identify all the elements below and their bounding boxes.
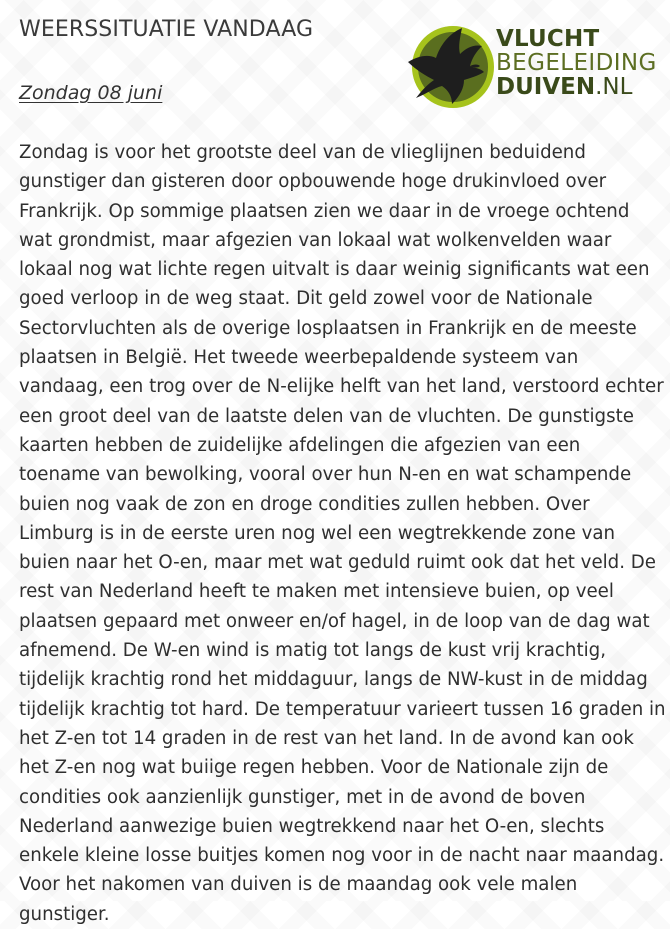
forecast-text: Zondag is voor het grootste deel van de vlieglijnen beduidend gunstiger dan gisteren door opbouwende hoge drukinvloed over Frankrijk. Op sommige plaatsen zien we daar in de vroege ochtend wat grondmist, maar afgezien van lokaal wat wolkenvelden waar lokaal nog wat lichte regen uitvalt is daar weinig significants wat een goed verloop in de weg staat. Dit geld zowel voor de Nationale Sectorvluchten als de overige losplaatsen in Frankrijk en de meeste plaatsen in België. Het tweede weerbepaldende systeem van vandaag, een trog over de N-elijke helft van het land, verstoord echter een groot deel van de laatste delen van de vluchten. De gunstigste kaarten hebben de zuidelijke afdelingen die afgezien van een toename van bewolking, vooral over hun N-en en wat schampende buien nog vaak de zon en droge condities zullen hebben. Over Limburg is in de eerste uren nog wel een wegtrekkende zone van buien naar het O-en, maar met wat geduld ruimt ook dat het veld. De rest van Nederland heeft te maken met intensieve buien, op veel plaatsen gepaard met onweer en/of hagel, in de loop van de dag wat afnemend. De W-en wind is matig tot langs de kust vrij krachtig, tijdelijk krachtig rond het middaguur, langs de NW-kust in de middag tijdelijk krachtig tot hard. De temperatuur varieert tussen 16 graden in het Z-en tot 14 graden in de rest van het land. In de avond kan ook het Z-en nog wat buiige regen hebben. Voor de Nationale zijn de condities ook aanzienlijk gunstiger, met in de avond de boven Nederland aanwezige buien wegtrekkend naar het O-en, slechts enkele kleine losse buitjes komen nog voor in de nacht naar maandag. Voor het nakomen van duiven is de maandag ook vele malen gunstiger.	[19, 142, 666, 925]
logo-line-duiven	[496, 76, 657, 99]
logo[interactable]	[404, 24, 657, 108]
logo-tld: .NL	[595, 74, 633, 100]
logo-line-begeleiding: BEGELEIDING	[496, 50, 657, 76]
logo-text	[496, 28, 657, 99]
forecast-date: Zondag 08 juni	[19, 82, 163, 104]
logo-duiven: DUIVEN	[496, 74, 596, 100]
logo-line-vlucht: VLUCHT	[496, 26, 600, 52]
page-title: WEERSSITUATIE VANDAAG	[19, 17, 314, 42]
